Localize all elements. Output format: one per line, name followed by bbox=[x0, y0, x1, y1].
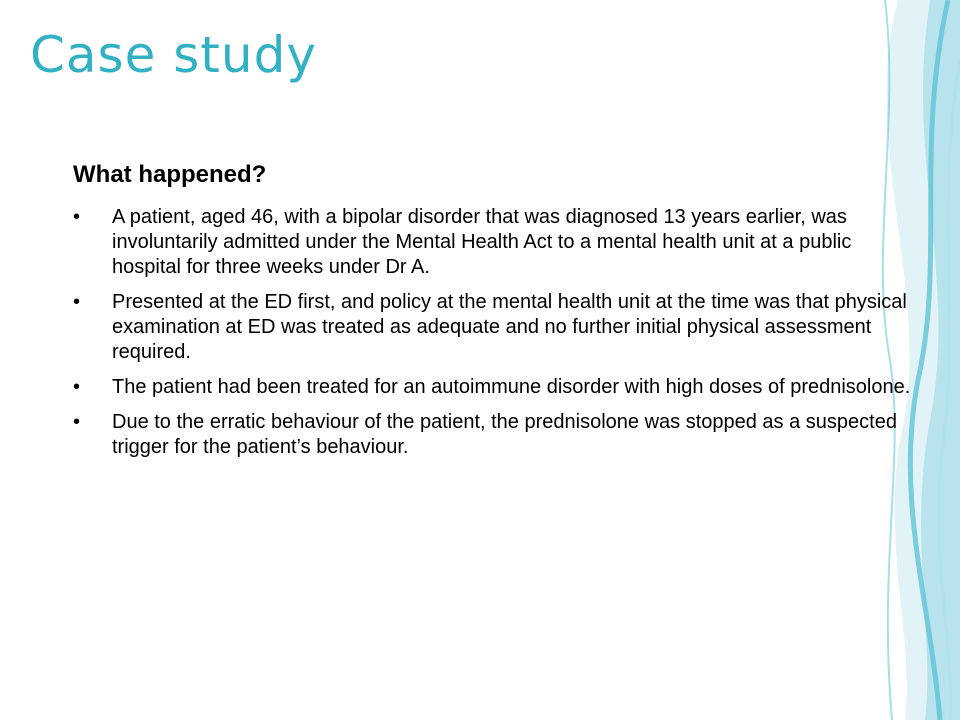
bullet-text: A patient, aged 46, with a bipolar disorder that was diagnosed 13 years earlier, was involuntarily admitted under the Mental Health Act to a mental health unit at a public hospital for three weeks under Dr A. bbox=[112, 206, 852, 278]
bullet-item bbox=[73, 205, 913, 280]
bullet-text: Due to the erratic behaviour of the patient, the prednisolone was stopped as a suspected trigger for the patient’s behaviour. bbox=[112, 411, 897, 458]
bullet-marker: • bbox=[73, 206, 81, 228]
bullet-marker: • bbox=[73, 291, 81, 313]
bullet-list bbox=[73, 205, 913, 470]
bullet-text: Presented at the ED first, and policy at the mental health unit at the time was that physical examination at ED was treated as adequate and no further initial physical assessment required. bbox=[112, 291, 907, 363]
bullet-item bbox=[73, 290, 913, 365]
bullet-marker: • bbox=[73, 376, 81, 398]
bullet-item bbox=[73, 410, 913, 460]
bullet-marker: • bbox=[73, 411, 81, 433]
bullet-item bbox=[73, 375, 913, 400]
bullet-text: The patient had been treated for an autoimmune disorder with high doses of prednisolone. bbox=[112, 376, 911, 398]
section-heading: What happened? bbox=[73, 161, 267, 188]
slide-title: Case study bbox=[30, 26, 317, 84]
